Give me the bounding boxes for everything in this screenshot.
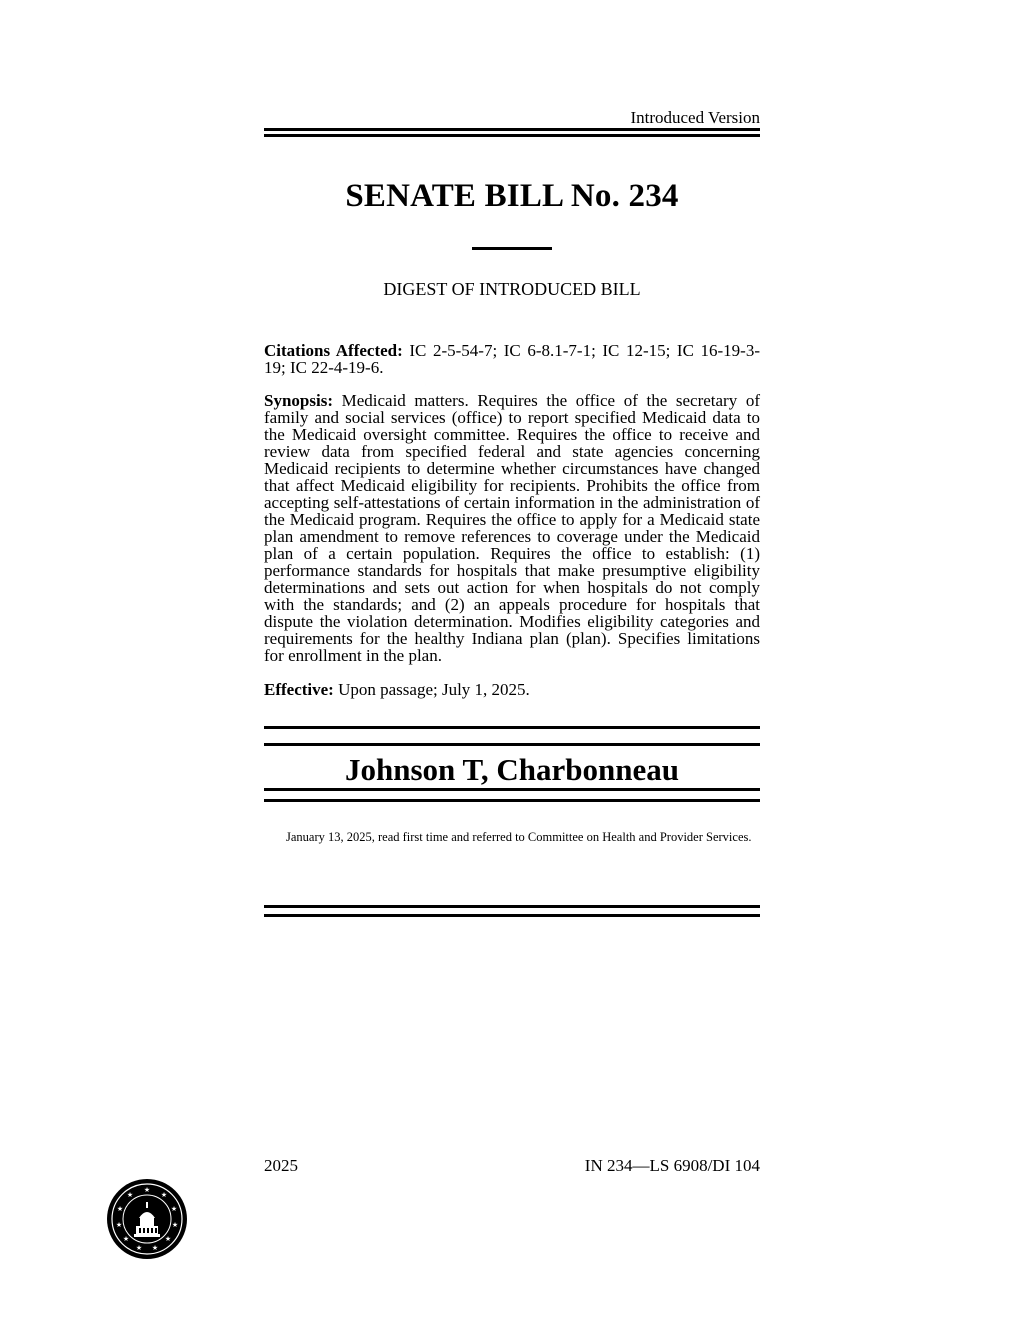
sponsor-rule-4 [264, 799, 760, 802]
svg-text:★: ★ [171, 1221, 179, 1229]
svg-text:★: ★ [151, 1244, 159, 1252]
effective-paragraph [264, 681, 760, 698]
sponsor-rule-1 [264, 726, 760, 729]
footer-year: 2025 [264, 1156, 298, 1175]
state-seal-icon [106, 1178, 188, 1260]
svg-text:★: ★ [160, 1191, 168, 1199]
svg-text:★: ★ [122, 1235, 130, 1243]
citations-text: IC 2-5-54-7; IC 6-8.1-7-1; IC 12-15; IC 16-19-3-19; IC 22-4-19-6. [264, 341, 761, 377]
legislative-history: January 13, 2025, read first time and referred to Committee on Health and Provider Services. [286, 830, 752, 844]
synopsis-text: Medicaid matters. Requires the office of the secretary of family and social services (office) to report specified Medicaid data to the Medicaid oversight committee. Requires the office to receive and review data from specified federal and state agencies concerning Medicaid recipients to determine whether circumstances have changed that affect Medicaid eligibility for recipients. Prohibits the office from accepting self-attestations of certain information in the administration of the Medicaid program. Requires the office to apply for a Medicaid state plan amendment to remove references to coverage under the Medicaid plan of a certain population. Requires the office to establish: (1) performance standards for hospitals that make presumptive eligibility determinations and sets out action for when hospitals do not comply with the standards; and (2) an appeals procedure for hospitals that dispute the violation determination. Modifies eligibility categories and requirements for the healthy Indiana plan (plan). Specifies limitations for enrollment in the plan. [264, 391, 761, 665]
synopsis-label: Synopsis: [264, 391, 333, 410]
history-rule-bottom [264, 914, 760, 917]
sponsor-rule-3 [264, 788, 760, 791]
effective-label: Effective: [264, 680, 334, 699]
svg-text:★: ★ [164, 1235, 172, 1243]
sponsor-rule-2 [264, 743, 760, 746]
svg-text:★: ★ [126, 1191, 134, 1199]
title-underline [472, 247, 552, 250]
header-rule-top [264, 128, 760, 131]
svg-text:★: ★ [170, 1205, 178, 1213]
svg-text:★: ★ [143, 1186, 151, 1194]
citations-label: Citations Affected: [264, 341, 403, 360]
sponsor-names: Johnson T, Charbonneau [345, 752, 679, 787]
synopsis-paragraph [264, 392, 760, 664]
header-rule-bottom [264, 134, 760, 137]
effective-text: Upon passage; July 1, 2025. [338, 680, 530, 699]
citations-paragraph [264, 342, 760, 376]
digest-heading: DIGEST OF INTRODUCED BILL [383, 279, 641, 299]
footer-doc-id: IN 234—LS 6908/DI 104 [584, 1156, 760, 1175]
history-rule-top [264, 905, 760, 908]
bill-title: SENATE BILL No. 234 [345, 178, 679, 214]
version-label: Introduced Version [630, 108, 760, 127]
svg-text:★: ★ [115, 1221, 123, 1229]
svg-text:★: ★ [135, 1244, 143, 1252]
svg-text:★: ★ [116, 1205, 124, 1213]
